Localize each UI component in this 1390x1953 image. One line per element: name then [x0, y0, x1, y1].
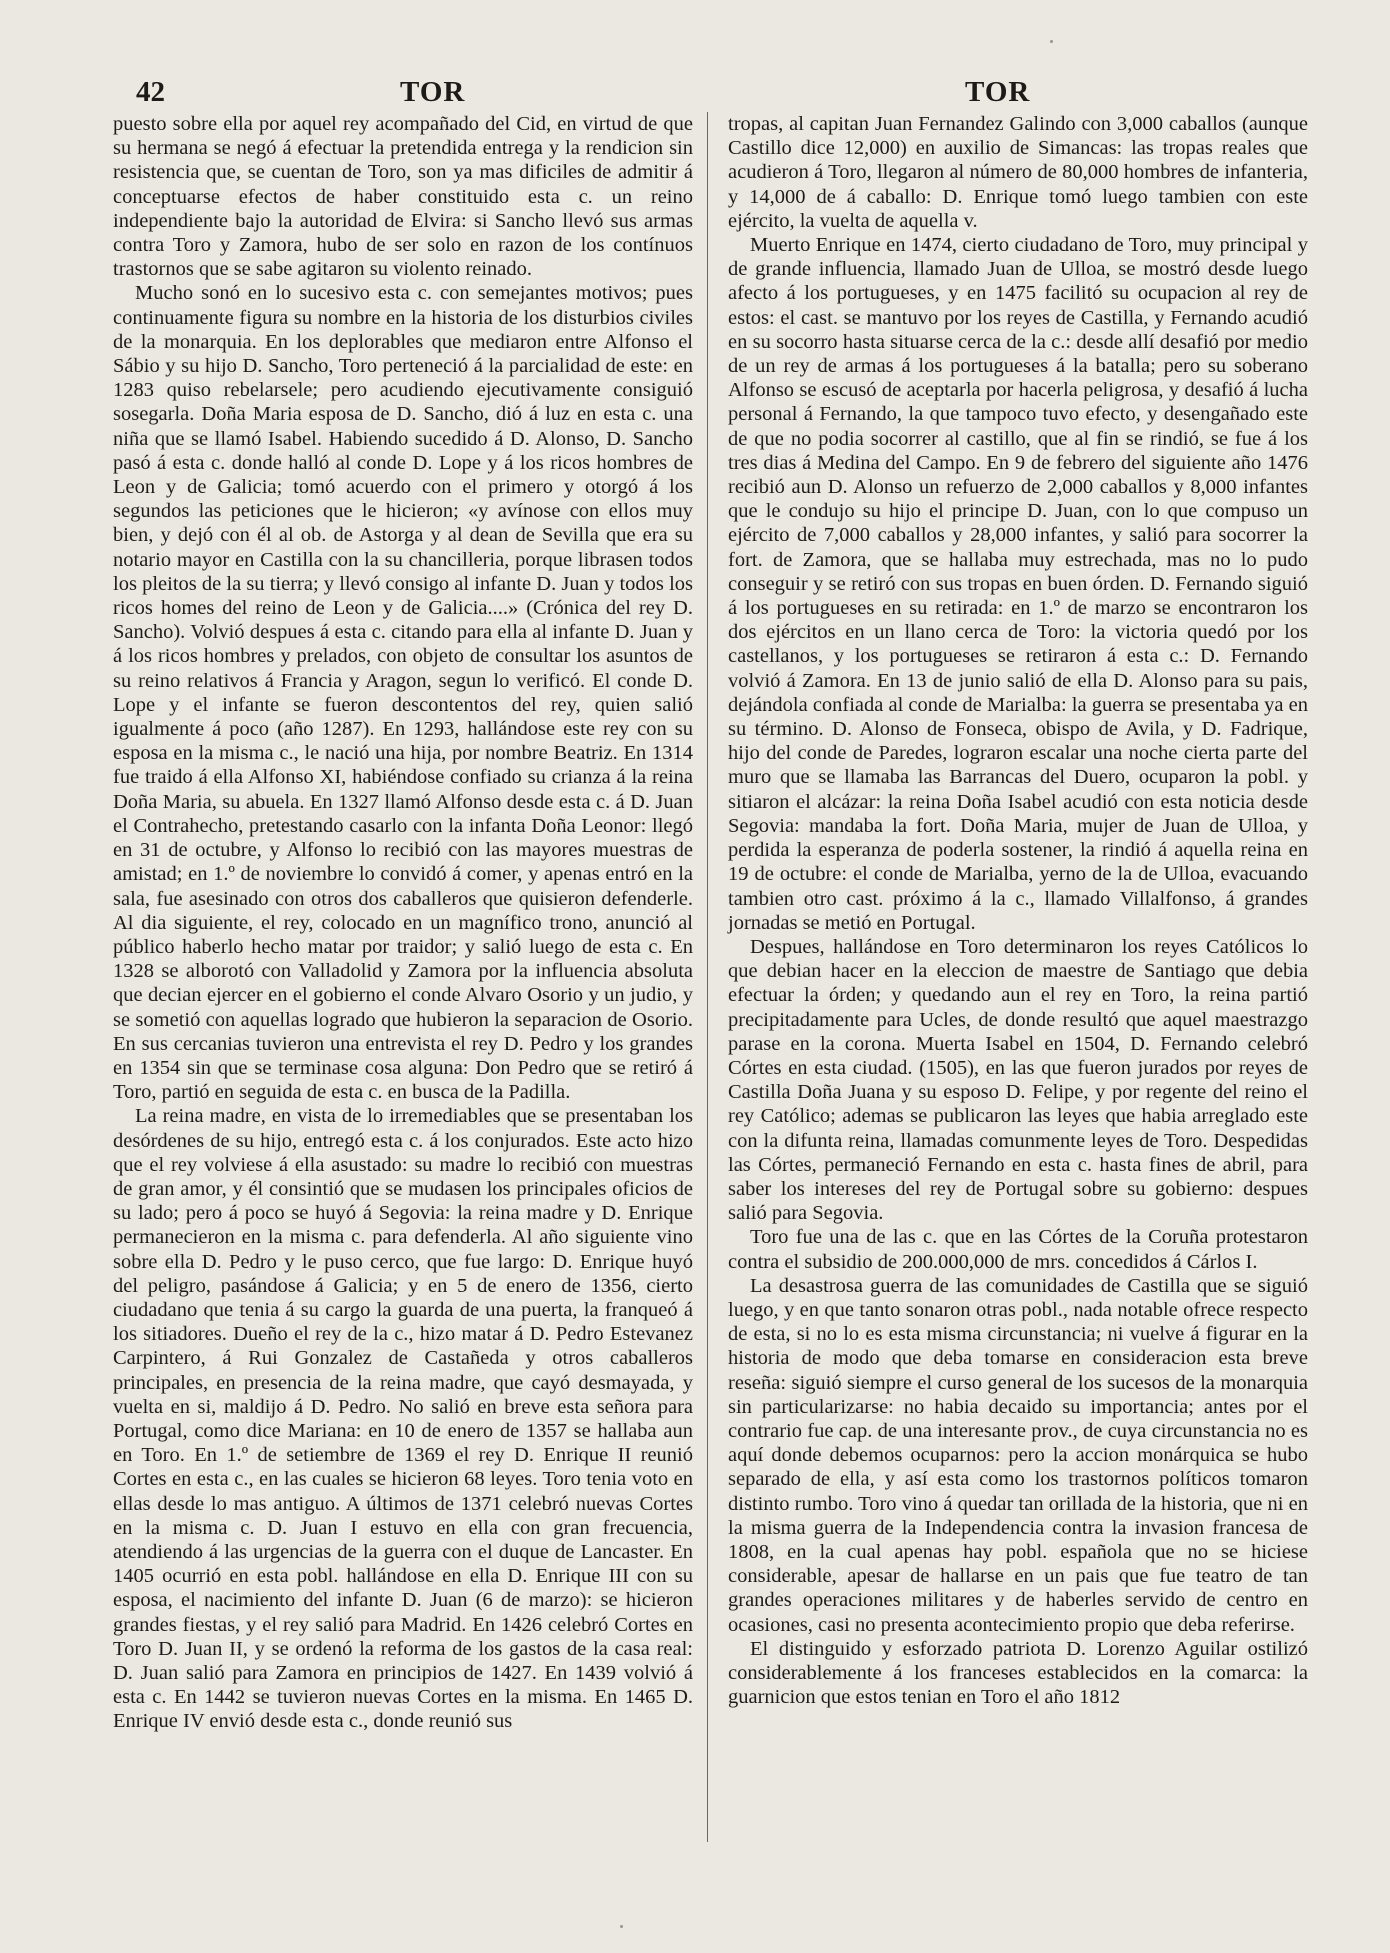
running-head-right: TOR — [965, 76, 1031, 108]
paragraph: Toro fue una de las c. que en las Córtes de la Coruña protestaron contra el subsidio de 200.000,000 de mrs. concedidos á Cárlos I. — [728, 1226, 1308, 1273]
paragraph: Mucho sonó en lo sucesivo esta c. con semejantes motivos; pues continuamente figura su nombre en la historia de los disturbios civiles de la monarquia. En los deplorables que mediaron entre Alfonso el Sábio y su hijo D. Sancho, Toro perteneció á la parcialidad de este: en 1283 quiso rebelarsele; pero acudiendo ejecutivamente consiguió sosegarla. Doña Maria esposa de D. Sancho, dió á luz en esta c. una niña que se llamó Isabel. Habiendo sucedido á D. Alonso, D. Sancho pasó á esta c. donde halló al conde D. Lope y á los ricos hombres de Leon y de Galicia; tomó acuerdo con el primero y otorgó á los segundos las peticiones que le hicieron; «y avínose con ellos muy bien, y dejó con él al ob. de Astorga y al dean de Sevilla que era su notario mayor en Castilla con la su chancilleria, porque librasen todos los pleitos de la su tierra; y llevó consigo al infante D. Juan y todos los ricos homes del reino de Leon y de Galicia....» (Crónica del rey D. Sancho). Volvió despues á esta c. citando para ella al infante D. Juan y á los ricos hombres y prelados, con objeto de consultar los asuntos de su reino relativos á Francia y Aragon, segun lo verificó. El conde D. Lope y el infante se fueron descontentos del rey, quien salió igualmente á poco (año 1287). En 1293, hallándose este rey con su esposa en la misma c., le nació una hija, por nombre Beatriz. En 1314 fue traido á ella Alfonso XI, habiéndose confiado su crianza á la reina Doña Maria, su abuela. En 1327 llamó Alfonso desde esta c. á D. Juan el Contrahecho, pretestando casarlo con la infanta Doña Leonor: llegó en 31 de octubre, y Alfonso lo recibió con las mayores muestras de amistad; en 1.º de noviembre lo convidó á comer, y apenas entró en la sala, fue asesinado con otros dos caballeros que quisieron defenderle. Al dia siguiente, el rey, colocado en un magnífico trono, anunció al público haberlo hecho matar por traidor; y salió luego de esta c. En 1328 se alborotó con Valladolid y Zamora por la influencia absoluta que decian ejercer en el gobierno el conde Alvaro Osorio y un judio, y se sometió con aquellas logrado que hubieron la separacion de Osorio. En sus cercanias tuvieron una entrevista el rey D. Pedro y los grandes en 1354 sin que se terminase cosa alguna: Don Pedro que se retiró á Toro, partió en seguida de esta c. en busca de la Padilla. — [113, 282, 693, 1104]
running-head-left: TOR — [400, 76, 466, 108]
paragraph: puesto sobre ella por aquel rey acompañado del Cid, en virtud de que su hermana se negó á efectuar la pretendida entrega y la rendicion sin resistencia que, se cuentan de Toro, son ya mas dificiles de admitir á conceptuarse efectos de haber constituido esta c. un reino independiente bajo la autoridad de Elvira: si Sancho llevó sus armas contra Toro y Zamora, hubo de ser solo en razon de los contínuos trastornos que se sabe agitaron su violento reinado. — [113, 113, 693, 281]
paragraph: tropas, al capitan Juan Fernandez Galindo con 3,000 caballos (aunque Castillo dice 12,000) en auxilio de Simancas: las tropas reales que acudieron á Toro, llegaron al número de 80,000 hombres de infanteria, y 14,000 de á caballo: D. Enrique tomó luego tambien con este ejército, la vuelta de aquella v. — [728, 113, 1308, 232]
paragraph: La desastrosa guerra de las comunidades de Castilla que se siguió luego, y en que tanto sonaron otras pobl., nada notable ofrece respecto de esta, si no lo es esta misma circunstancia; ni vuelve á figurar en la historia de modo que deba tomarse en consideracion esta breve reseña: siguió siempre el curso general de los sucesos de la monarquia sin particularizarse: no habia decaido su importancia; antes por el contrario fue cap. de una interesante prov., de cuya circunstancia no es aquí donde debemos ocuparnos: pero la accion monárquica se hubo separado de ella, y así esta como los trastornos políticos tomaron distinto rumbo. Toro vino á quedar tan orillada de la historia, que ni en la misma guerra de la Independencia contra la invasion francesa de 1808, en la cual apenas hay pobl. española que no se hiciese considerable, apesar de hallarse en un pais que fue teatro de tan grandes operaciones militares y de haberles servido de centro en ocasiones, casi no presenta acontecimiento propio que deba referirse. — [728, 1274, 1308, 1636]
paragraph: Despues, hallándose en Toro determinaron los reyes Católicos lo que debian hacer en la eleccion de maestre de Santiago que debia efectuar la órden; y quedando aun el rey en Toro, la reina partió precipitadamente para Ucles, de donde resultó que aquel maestrazgo parase en la corona. Muerta Isabel en 1504, D. Fernando celebró Córtes en esta ciudad. (1505), en las que fueron jurados por reyes de Castilla Doña Juana y su esposo D. Felipe, y por regente del reino el rey Católico; ademas se publicaron las leyes que habia arreglado este con la difunta reina, llamadas comunmente leyes de Toro. Despedidas las Córtes, permaneció Fernando en esta c. hasta fines de abril, para saber los intereses del rey de Portugal sobre su gobierno: despues salió para Segovia. — [728, 935, 1308, 1225]
paper-speck — [1050, 40, 1053, 43]
paragraph: Muerto Enrique en 1474, cierto ciudadano de Toro, muy principal y de grande influencia, llamado Juan de Ulloa, se mostró desde luego afecto á los portugueses, y en 1475 facilitó su ocupacion al rey de estos: el cast. se mantuvo por los reyes de Castilla, y Fernando acudió en su socorro hasta situarse cerca de la c.: desde allí desafió por medio de un rey de armas á los portugueses á la batalla; pero su soberano Alfonso se escusó de aceptarla por hacerla peligrosa, y desafió á lucha personal á Fernando, la que tampoco tuvo efecto, y desengañado este de que no podia socorrer al castillo, que al fin se rindió, se fue á los tres dias á Medina del Campo. En 9 de febrero del siguiente año 1476 recibió aun D. Alonso un refuerzo de 2,000 caballos y 8,000 infantes que le condujo su hijo el principe D. Juan, con lo que compuso un ejército de 7,000 caballos y 28,000 infantes, y salió para socorrer la fort. de Zamora, que se hallaba muy estrechada, mas no lo pudo conseguir y se retiró con sus tropas en buen órden. D. Fernando siguió á los portugueses en su retirada: en 1.º de marzo se encontraron los dos ejércitos en un llano cerca de Toro: la victoria quedó por los castellanos, y los portugueses se retiraron á esta c.: D. Fernando volvió á Zamora. En 13 de junio salió de ella D. Alonso para su pais, dejándola confiada al conde de Marialba: la guerra se presentaba ya en su término. D. Alonso de Fonseca, obispo de Avila, y D. Fadrique, hijo del conde de Paredes, lograron escalar una noche cierta parte del muro que se llamaba las Barrancas del Duero, ocuparon la pobl. y sitiaron el alcázar: la reina Doña Isabel acudió con esta noticia desde Segovia: mandaba la fort. Doña Maria, mujer de Juan de Ulloa, y perdida la esperanza de poderla sostener, la rindió á aquella reina en 19 de octubre: el conde de Marialba, yerno de la de Ulloa, evacuando tambien otro cast. próximo á la c., llamado Villalfonso, á grandes jornadas se metió en Portugal. — [728, 234, 1308, 934]
right-column — [728, 112, 1308, 1709]
column-divider — [707, 112, 708, 1842]
paragraph: El distinguido y esforzado patriota D. Lorenzo Aguilar ostilizó considerablemente á los franceses establecidos en la comarca: la guarnicion que estos tenian en Toro el año 1812 — [728, 1637, 1308, 1709]
paper-speck — [620, 1925, 623, 1928]
paragraph: La reina madre, en vista de lo irremediables que se presentaban los desórdenes de su hijo, entregó esta c. á los conjurados. Este acto hizo que el rey volviese á ella asustado: su madre lo recibió con muestras de gran amor, y él consintió que se mudasen los principales oficios de su lado; pero á poco se huyó á Segovia: la reina madre y D. Enrique permanecieron en la misma c. para defenderla. Al año siguiente vino sobre ella D. Pedro y le puso cerco, que fue largo: D. Enrique huyó del peligro, pasándose á Galicia; y en 5 de enero de 1356, cierto ciudadano que tenia á su cargo la guarda de una puerta, la franqueó á los sitiadores. Dueño el rey de la c., hizo matar á D. Pedro Estevanez Carpintero, á Rui Gonzalez de Castañeda y otros caballeros principales, en presencia de la reina madre, que cayó desmayada, y vuelta en si, maldijo á D. Pedro. No salió en breve esta señora para Portugal, como dice Mariana: en 10 de enero de 1357 se hallaba aun en Toro. En 1.º de setiembre de 1369 el rey D. Enrique II reunió Cortes en esta c., en las cuales se hicieron 68 leyes. Toro tenia voto en ellas desde lo mas antiguo. A últimos de 1371 celebró nuevas Cortes en la misma c. D. Juan I estuvo en ella con gran frecuencia, atendiendo á las urgencias de la guerra con el duque de Lancaster. En 1405 ocurrió en esta pobl. hallándose en ella D. Enrique III con su esposa, el nacimiento del infante D. Juan (6 de marzo): se hicieron grandes fiestas, y el rey salió para Madrid. En 1426 celebró Cortes en Toro D. Juan II, y se ordenó la reforma de los gastos de la casa real: D. Juan salió para Zamora en principios de 1427. En 1439 volvió á esta c. En 1442 se tuvieron nuevas Cortes en la misma. En 1465 D. Enrique IV envió desde esta c., donde reunió sus — [113, 1105, 693, 1733]
page-number: 42 — [136, 76, 165, 108]
left-column — [113, 112, 693, 1734]
